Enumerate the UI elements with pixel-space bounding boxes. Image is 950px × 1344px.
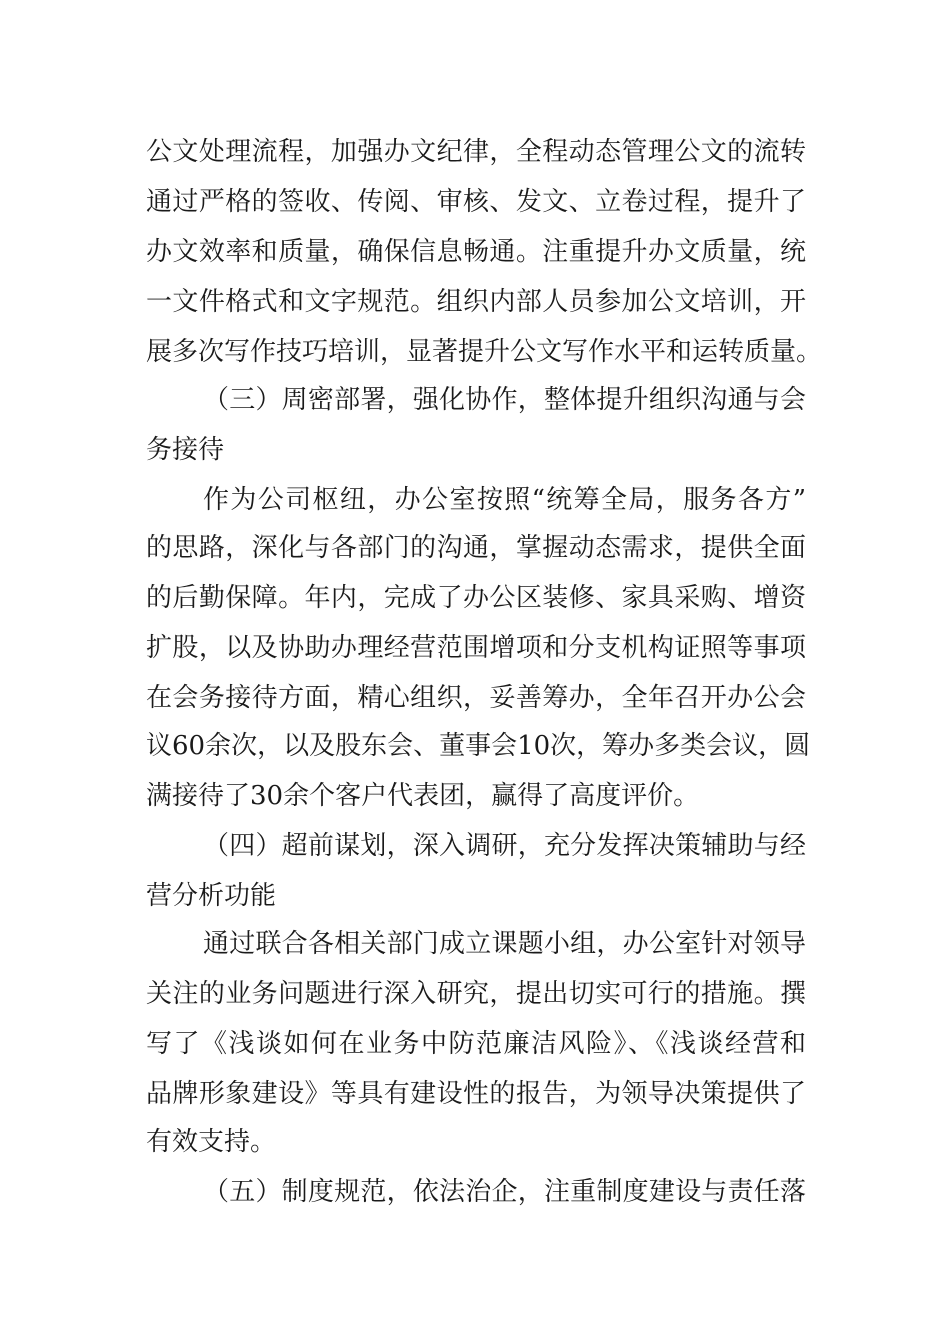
text-line-20: 品牌形象建设》等具有建设性的报告，为领导决策提供了 [146, 1079, 806, 1109]
text-line-9: 的思路，深化与各部门的沟通，掌握动态需求，提供全面 [146, 533, 806, 563]
section-heading-3-cont: 务接待 [146, 435, 225, 465]
section-heading-4-cont: 营分析功能 [146, 881, 277, 911]
section-heading-4: （四）超前谋划，深入调研，充分发挥决策辅助与经 [203, 831, 806, 861]
text-line-8: 作为公司枢纽，办公室按照“统筹全局，服务各方” [203, 485, 806, 515]
text-line-4: 一文件格式和文字规范。组织内部人员参加公文培训，开 [146, 287, 806, 317]
text-line-12: 在会务接待方面，精心组织，妥善筹办，全年召开办公会 [146, 683, 806, 713]
text-line-17: 通过联合各相关部门成立课题小组，办公室针对领导 [203, 929, 806, 959]
text-line-18: 关注的业务问题进行深入研究，提出切实可行的措施。撰 [146, 979, 806, 1009]
text-line-13: 议60余次，以及股东会、董事会10次，筹办多类会议，圆 [146, 731, 811, 761]
text-line-5: 展多次写作技巧培训，显著提升公文写作水平和运转质量。 [146, 337, 823, 367]
text-line-10: 的后勤保障。年内，完成了办公区装修、家具采购、增资 [146, 583, 806, 613]
section-heading-5: （五）制度规范，依法治企，注重制度建设与责任落 [203, 1177, 806, 1207]
text-line-2: 通过严格的签收、传阅、审核、发文、立卷过程，提升了 [146, 187, 806, 217]
text-line-1: 公文处理流程，加强办文纪律，全程动态管理公文的流转 [146, 137, 806, 167]
text-line-14: 满接待了30余个客户代表团，赢得了高度评价。 [146, 781, 700, 811]
section-heading-3: （三）周密部署，强化协作，整体提升组织沟通与会 [203, 385, 806, 415]
text-line-11: 扩股，以及协助办理经营范围增项和分支机构证照等事项 [146, 633, 806, 663]
text-line-21: 有效支持。 [146, 1127, 277, 1157]
text-line-3: 办文效率和质量，确保信息畅通。注重提升办文质量，统 [146, 237, 806, 267]
text-line-19: 写了《浅谈如何在业务中防范廉洁风险》、《浅谈经营和 [146, 1029, 806, 1059]
